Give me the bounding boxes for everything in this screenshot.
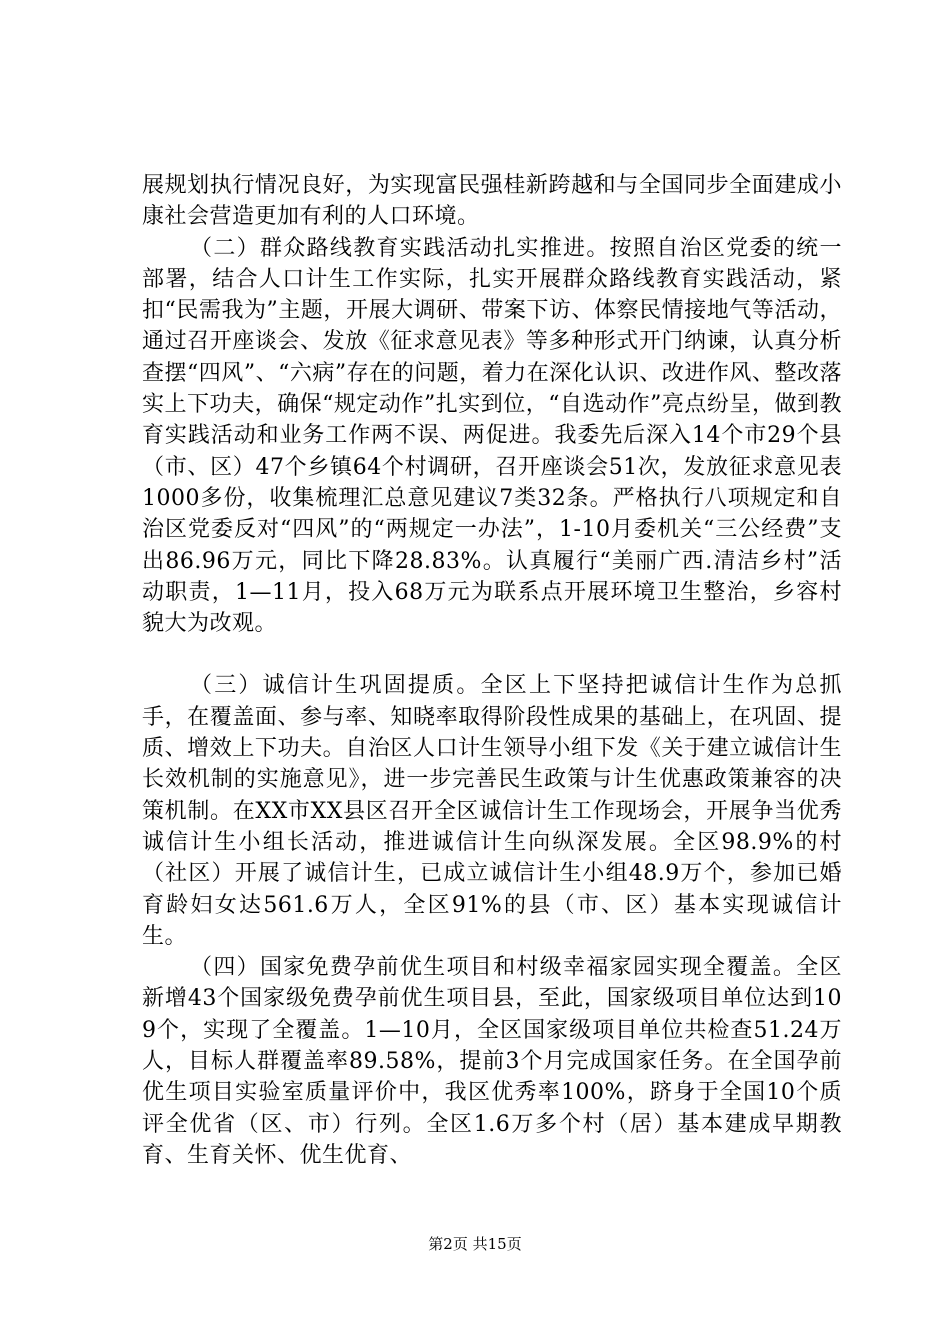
paragraph-section-2: （二）群众路线教育实践活动扎实推进。按照自治区党委的统一部署，结合人口计生工作实际，扎实开展群众路线教育实践活动，紧扣“民需我为”主题，开展大调研、带案下访、体察民情接地气等活动，通过召开座谈会、发放《征求意见表》等多种形式开门纳谏，认真分析查摆“四风”、“六病”存在的问题，着力在深化认识、改进作风、整改落实上下功夫，确保“规定动作”扎实到位，“自选动作”亮点纷呈，做到教育实践活动和业务工作两不误、两促进。我委先后深入14个市29个县（市、区）47个乡镇64个村调研，召开座谈会51次，发放征求意见表1000多份，收集梳理汇总意见建议7类32条。严格执行八项规定和自治区党委反对“四风”的“两规定一办法”，1-10月委机关“三公经费”支出86.96万元，同比下降28.83%。认真履行“美丽广西.清洁乡村”活动职责，1—11月，投入68万元为联系点开展环境卫生整治，乡容村貌大为改观。 [142,235,842,637]
page-footer: 第2页 共15页 [428,1235,522,1253]
paragraph-continuation: 展规划执行情况良好，为实现富民强桂新跨越和与全国同步全面建成小康社会营造更加有利的人口环境。 [142,173,842,230]
paragraph-section-3: （三）诚信计生巩固提质。全区上下坚持把诚信计生作为总抓手，在覆盖面、参与率、知晓率取得阶段性成果的基础上，在巩固、提质、增效上下功夫。自治区人口计生领导小组下发《关于建立诚信计生长效机制的实施意见》，进一步完善民生政策与计生优惠政策兼容的决策机制。在XX市XX县区召开全区诚信计生工作现场会，开展争当优秀诚信计生小组长活动，推进诚信计生向纵深发展。全区98.9%的村（社区）开展了诚信计生，已成立诚信计生小组48.9万个，参加已婚育龄妇女达561.6万人，全区91%的县（市、区）基本实现诚信计生。 [142,673,842,949]
paragraph-section-4: （四）国家免费孕前优生项目和村级幸福家园实现全覆盖。全区新增43个国家级免费孕前优生项目县，至此，国家级项目单位达到109个，实现了全覆盖。1—10月，全区国家级项目单位共检查51.24万人，目标人群覆盖率89.58%，提前3个月完成国家任务。在全国孕前优生项目实验室质量评价中，我区优秀率100%，跻身于全国10个质评全优省（区、市）行列。全区1.6万多个村（居）基本建成早期教育、生育关怀、优生优育、 [142,955,842,1168]
document-body [142,170,842,1171]
